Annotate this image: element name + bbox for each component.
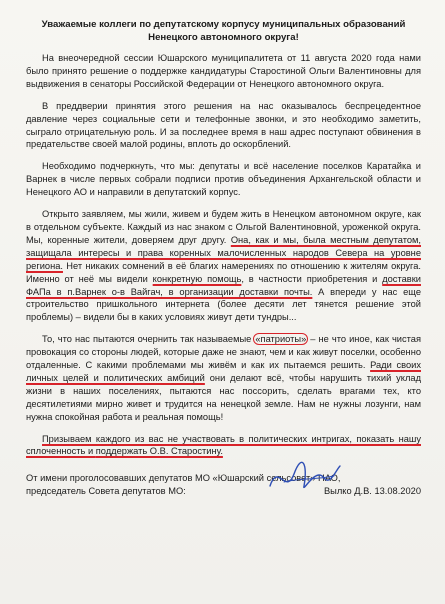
highlight-concrete-help: конкретную помощь [152,273,242,284]
signature-line-1: От имени проголосовавших депутатов МО «Юшарский сельсовет» НАО, [26,473,341,484]
highlight-patriots: «патриоты» [255,334,307,345]
paragraph-signatures: Необходимо подчеркнуть, что мы: депутаты и всё население поселков Каратайка и Варнек в числе первых собрали подписи против объединения Архангельской области и Ненецкого АО и направили в депутатский корпус. [26,161,421,198]
patriots-text-e: они делают всё, чтобы нарушить тихий уклад жизни в наших поселениях, пытаются нас поссорить, сделать врагами тех, кто десятилетиями мирно живет и трудится на ненецкой земле. Нам не нужны лозунги, нам нужна спокойная работа и реальная помощь! [26,372,421,422]
signature-line-2 [26,485,421,498]
heading-line-2: Ненецкого автономного округа! [148,32,299,43]
chairman-title: председатель Совета депутатов МО: [26,486,186,497]
paragraph-patriots [26,333,421,423]
highlight-fap-delivery: доставки ФАПа в п.Варнек о-в Вайгач, в организации доставки почты. [26,273,421,297]
trust-text-e: , в частности приобретения и [241,273,383,284]
patriots-text-a: То, что нас пытаются очернить так называемые [42,334,255,345]
paragraph-trust [26,208,421,324]
paragraph-appeal [26,433,421,459]
letter-heading [26,18,421,44]
heading-line-1: Уважаемые коллеги по депутатскому корпусу муниципальных образований [41,19,406,30]
trust-text-a: Открыто заявляем, мы жили, живем и будем жить в Ненецком автономном округе, как в отдельном субъекте. Каждый из нас знаком с Ольгой Валентиновной, уроженкой округа. Мы, коренные жители, доверяем друг другу. [26,209,421,245]
signer-name-date: Вылко Д.В. 13.08.2020 [323,486,421,497]
paragraph-pressure: В преддверии принятия этого решения на нас оказывалось беспрецедентное давление через социальные сети и телефонные звонки, и это необходимо заметить, сыграло отрицательную роль. И за последнее время в наш адрес поступают обвинения в предательстве своей малой родины, вплоть до оскорблений. [26,100,421,150]
signature-block [26,472,421,498]
highlight-support-starostina: поддержать О.В. Старостину. [95,446,223,457]
trust-text-c: Нет никаких сомнений в её благих намерениях по отношению к жителям округа. Именно от неё мы видели [26,260,421,284]
paragraph-session-decision: На внеочередной сессии Юшарского муниципалитета от 11 августа 2020 года нами было принято решение о поддержке кандидатуры Старостиной Ольги Валентиновны для выдвижения в сенаторы Российской Федерации от Ненецкого автономного округа. [26,53,421,89]
highlight-appeal: Призываем каждого из вас не участвовать в политических интригах, показать нашу сплоченность и [26,433,421,457]
highlight-personal-goals: Ради своих личных целей и политических амбиций [26,360,421,383]
trust-text-g: А впереди у нас еще строительство пришкольного интернета (более десяти лет тянется решение этой проблемы) – видели бы в каких условиях живут дети тундры... [26,286,421,323]
patriots-text-c: – не что иное, как чистая провокация со стороны людей, которые даже не знают, чем и как живут поселки, особенно отдаленные. С какими проблемами мы живём и как их пытаемся решить. [26,334,422,371]
handwritten-signature [264,456,344,500]
highlight-deputy-rights: Она, как и мы, была местным депутатом, защищала интересы и права коренных малочисленных народов Севера на уровне региона. [26,234,421,271]
